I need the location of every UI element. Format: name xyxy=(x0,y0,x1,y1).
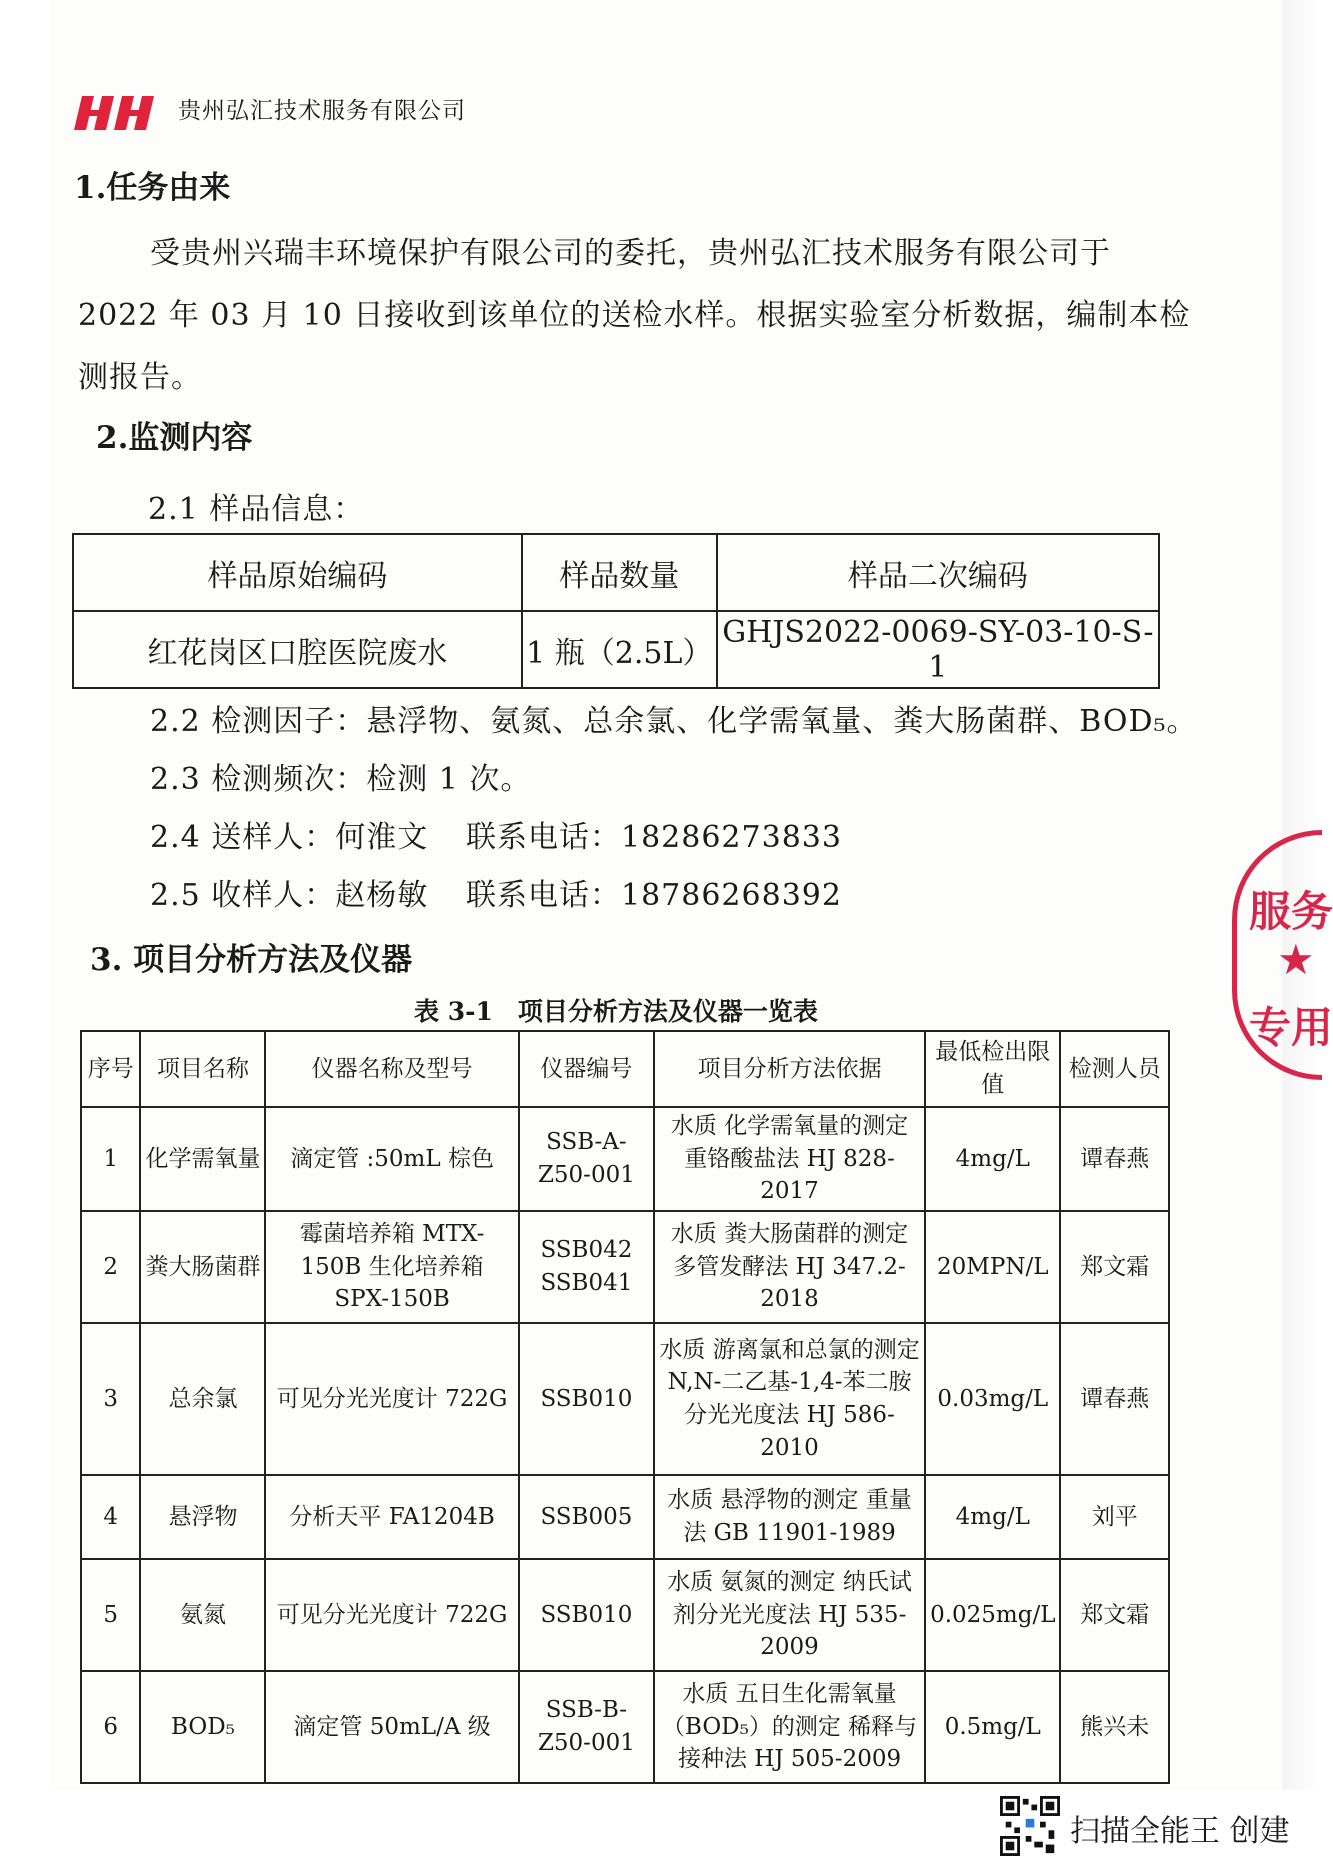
sample-info-heading: 2.1 样品信息： xyxy=(148,492,365,527)
cell-item: 化学需氧量 xyxy=(140,1107,265,1211)
hh-logo-icon xyxy=(72,90,162,136)
cell-sample-code: GHJS2022-0069-SY-03-10-S-1 xyxy=(717,611,1159,688)
receiver-phone: 联系电话：18786268392 xyxy=(466,878,842,913)
cell-code: SSB-A-Z50-001 xyxy=(519,1107,654,1211)
table-header-row xyxy=(81,1031,1169,1107)
cell-method: 水质 五日生化需氧量（BOD₅）的测定 稀释与接种法 HJ 505-2009 xyxy=(654,1671,925,1783)
sender-name: 2.4 送样人：何淮文 xyxy=(150,820,429,855)
table-row xyxy=(81,1671,1169,1783)
header-cell: 仪器编号 xyxy=(519,1031,654,1107)
header-cell: 最低检出限值 xyxy=(925,1031,1060,1107)
table-header-row xyxy=(73,534,1159,611)
seal-text-bottom: 专用 xyxy=(1249,1003,1333,1052)
seal-text-top: 服务 xyxy=(1249,887,1333,936)
table-row xyxy=(81,1475,1169,1559)
sample-info-table xyxy=(72,533,1160,689)
cell-limit: 0.03mg/L xyxy=(925,1323,1060,1475)
cell-instrument: 可见分光光度计 722G xyxy=(265,1323,518,1475)
cell-limit: 0.5mg/L xyxy=(925,1671,1060,1783)
cell-code: SSB010 xyxy=(519,1559,654,1671)
cell-method: 水质 粪大肠菌群的测定 多管发酵法 HJ 347.2-2018 xyxy=(654,1211,925,1323)
cell-item: 粪大肠菌群 xyxy=(140,1211,265,1323)
header-cell: 样品原始编码 xyxy=(73,534,522,611)
cell-item: 氨氮 xyxy=(140,1559,265,1671)
header-cell: 样品数量 xyxy=(522,534,717,611)
cell-method: 水质 化学需氧量的测定 重铬酸盐法 HJ 828-2017 xyxy=(654,1107,925,1211)
cell-item: 悬浮物 xyxy=(140,1475,265,1559)
table-caption: 表 3-1 项目分析方法及仪器一览表 xyxy=(414,997,818,1026)
cell-sample-quantity: 1 瓶（2.5L） xyxy=(522,611,717,688)
method-instrument-table xyxy=(80,1030,1170,1784)
table-row xyxy=(81,1559,1169,1671)
receiver-name: 2.5 收样人：赵杨敏 xyxy=(150,878,429,913)
cell-person: 谭春燕 xyxy=(1060,1323,1169,1475)
star-icon: ★ xyxy=(1277,935,1315,984)
table-row xyxy=(81,1211,1169,1323)
section1-para-line2: 2022 年 03 月 10 日接收到该单位的送检水样。根据实验室分析数据，编制本检 xyxy=(78,298,1191,333)
header-cell: 仪器名称及型号 xyxy=(265,1031,518,1107)
cell-person: 郑文霜 xyxy=(1060,1211,1169,1323)
cell-no: 3 xyxy=(81,1323,140,1475)
cell-instrument: 霉菌培养箱 MTX-150B 生化培养箱 SPX-150B xyxy=(265,1211,518,1323)
cell-no: 1 xyxy=(81,1107,140,1211)
table-row xyxy=(81,1323,1169,1475)
section1-title: 1.任务由来 xyxy=(74,170,231,206)
header-cell: 序号 xyxy=(81,1031,140,1107)
cell-no: 5 xyxy=(81,1559,140,1671)
header-cell: 项目名称 xyxy=(140,1031,265,1107)
cell-person: 刘平 xyxy=(1060,1475,1169,1559)
cell-code: SSB042 SSB041 xyxy=(519,1211,654,1323)
section2-title: 2.监测内容 xyxy=(96,420,253,456)
table-row xyxy=(73,611,1159,688)
sender-phone: 联系电话：18286273833 xyxy=(466,820,842,855)
cell-code: SSB005 xyxy=(519,1475,654,1559)
cell-item: BOD₅ xyxy=(140,1671,265,1783)
cell-sample-name: 红花岗区口腔医院废水 xyxy=(73,611,522,688)
cell-person: 熊兴未 xyxy=(1060,1671,1169,1783)
company-name: 贵州弘汇技术服务有限公司 xyxy=(178,98,466,124)
cell-person: 郑文霜 xyxy=(1060,1559,1169,1671)
cell-limit: 4mg/L xyxy=(925,1107,1060,1211)
table-row xyxy=(81,1107,1169,1211)
cell-method: 水质 游离氯和总氯的测定 N,N-二乙基-1,4-苯二胺分光光度法 HJ 586-2010 xyxy=(654,1323,925,1475)
header-cell: 样品二次编码 xyxy=(717,534,1159,611)
cell-no: 6 xyxy=(81,1671,140,1783)
cell-instrument: 滴定管 50mL/A 级 xyxy=(265,1671,518,1783)
test-factors: 2.2 检测因子：悬浮物、氨氮、总余氯、化学需氧量、粪大肠菌群、BOD₅。 xyxy=(150,704,1198,739)
cell-item: 总余氯 xyxy=(140,1323,265,1475)
section1-para-line3: 测报告。 xyxy=(78,360,202,395)
qr-code-icon xyxy=(1000,1796,1060,1856)
cell-limit: 4mg/L xyxy=(925,1475,1060,1559)
cell-no: 4 xyxy=(81,1475,140,1559)
cell-code: SSB010 xyxy=(519,1323,654,1475)
test-frequency: 2.3 检测频次：检测 1 次。 xyxy=(150,762,532,797)
cell-instrument: 滴定管 :50mL 棕色 xyxy=(265,1107,518,1211)
cell-limit: 20MPN/L xyxy=(925,1211,1060,1323)
section1-para-line1: 受贵州兴瑞丰环境保护有限公司的委托，贵州弘汇技术服务有限公司于 xyxy=(150,236,1111,271)
header-cell: 检测人员 xyxy=(1060,1031,1169,1107)
section3-title: 3. 项目分析方法及仪器 xyxy=(90,942,413,978)
cell-method: 水质 悬浮物的测定 重量法 GB 11901-1989 xyxy=(654,1475,925,1559)
cell-code: SSB-B-Z50-001 xyxy=(519,1671,654,1783)
cell-instrument: 分析天平 FA1204B xyxy=(265,1475,518,1559)
header-cell: 项目分析方法依据 xyxy=(654,1031,925,1107)
cell-limit: 0.025mg/L xyxy=(925,1559,1060,1671)
cell-no: 2 xyxy=(81,1211,140,1323)
cell-method: 水质 氨氮的测定 纳氏试剂分光光度法 HJ 535-2009 xyxy=(654,1559,925,1671)
cell-person: 谭春燕 xyxy=(1060,1107,1169,1211)
scanner-watermark: 扫描全能王 创建 xyxy=(1070,1814,1290,1849)
cell-instrument: 可见分光光度计 722G xyxy=(265,1559,518,1671)
